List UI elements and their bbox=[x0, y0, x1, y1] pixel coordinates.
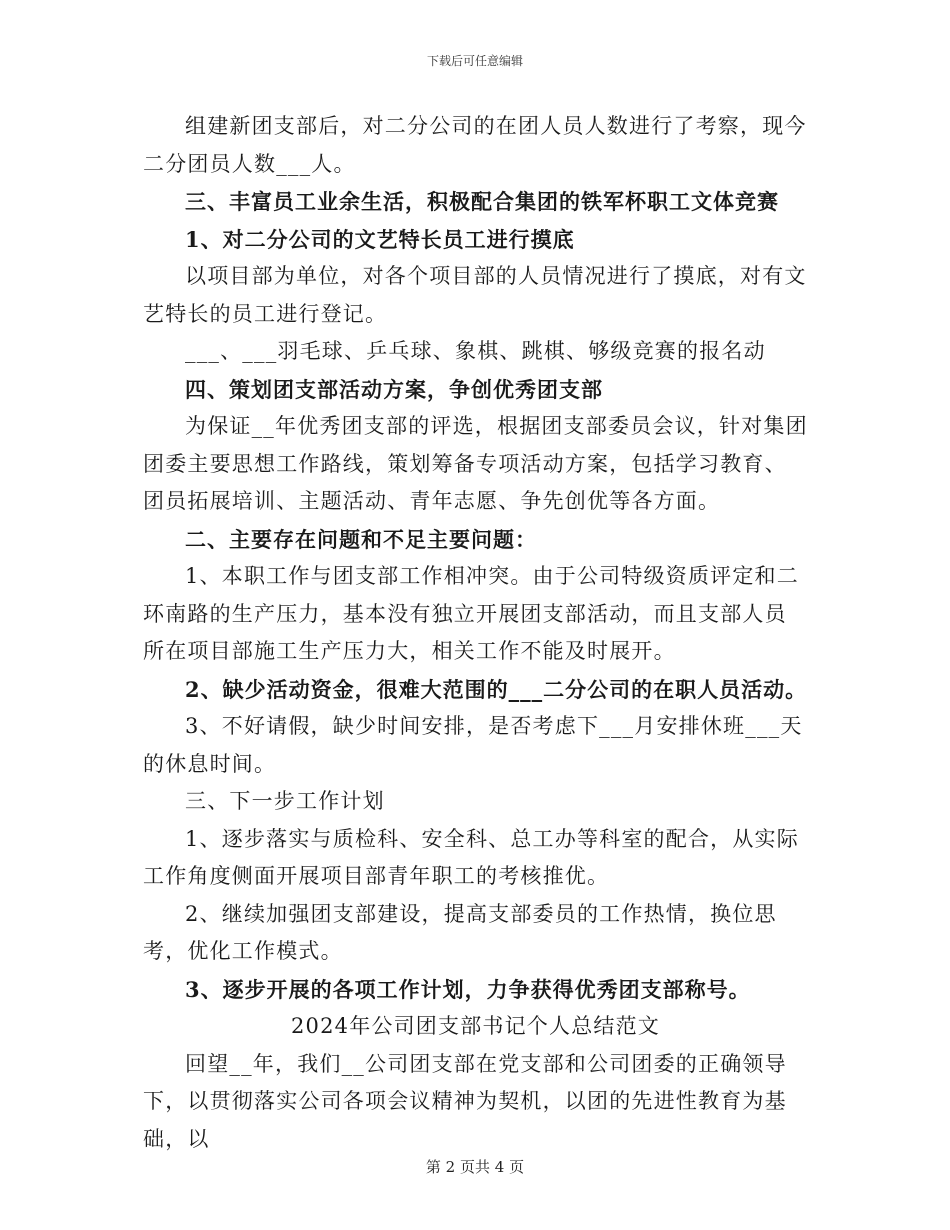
section-heading: 四、策划团支部活动方案，争创优秀团支部 bbox=[185, 376, 603, 402]
paragraph: 回望__年，我们__公司团支部在党支部和公司团委的正确领导下，以贯彻落实公司各项会议精神为契机，以团的先进性教育为基础，以 bbox=[143, 1051, 787, 1151]
paragraph-bold: 3、逐步开展的各项工作计划，力争获得优秀团支部称号。 bbox=[185, 976, 751, 1002]
section-heading: 二、主要存在问题和不足主要问题： bbox=[185, 526, 537, 552]
paragraph: ___、___羽毛球、乒乓球、象棋、跳棋、够级竞赛的报名动 bbox=[185, 339, 766, 363]
document-title: 2024年公司团支部书记个人总结范文 bbox=[290, 1014, 661, 1038]
paragraph-bold: 2、缺少活动资金，很难大范围的___二分公司的在职人员活动。 bbox=[185, 676, 808, 702]
section-heading: 三、下一步工作计划 bbox=[185, 789, 385, 813]
subsection-heading: 1、对二分公司的文艺特长员工进行摸底 bbox=[185, 226, 575, 252]
document-body bbox=[143, 108, 808, 1158]
paragraph: 以项目部为单位，对各个项目部的人员情况进行了摸底，对有文艺特长的员工进行登记。 bbox=[143, 264, 807, 326]
paragraph: 1、本职工作与团支部工作相冲突。由于公司特级资质评定和二环南路的生产压力，基本没有独立开展团支部活动，而且支部人员所在项目部施工生产压力大，相关工作不能及时展开。 bbox=[143, 564, 799, 663]
paragraph: 2、继续加强团支部建设，提高支部委员的工作热情，换位思考，优化工作模式。 bbox=[143, 901, 777, 963]
paragraph: 3、不好请假，缺少时间安排，是否考虑下___月安排休班___天的休息时间。 bbox=[143, 714, 803, 776]
paragraph: 1、逐步落实与质检科、安全科、总工办等科室的配合，从实际工作角度侧面开展项目部青年职工的考核推优。 bbox=[143, 826, 799, 888]
page-header: 下载后可任意编辑 bbox=[426, 54, 523, 68]
paragraph: 为保证__年优秀团支部的评选，根据团支部委员会议，针对集团团委主要思想工作路线，策划筹备专项活动方案，包括学习教育、团员拓展培训、主题活动、青年志愿、争先创优等各方面。 bbox=[143, 414, 808, 513]
page-footer: 第 2 页共 4 页 bbox=[425, 1158, 525, 1176]
section-heading: 三、丰富员工业余生活，积极配合集团的铁军杯职工文体竞赛 bbox=[185, 189, 779, 214]
paragraph: 组建新团支部后，对二分公司的在团人员人数进行了考察，现今二分团员人数___人。 bbox=[143, 114, 807, 176]
